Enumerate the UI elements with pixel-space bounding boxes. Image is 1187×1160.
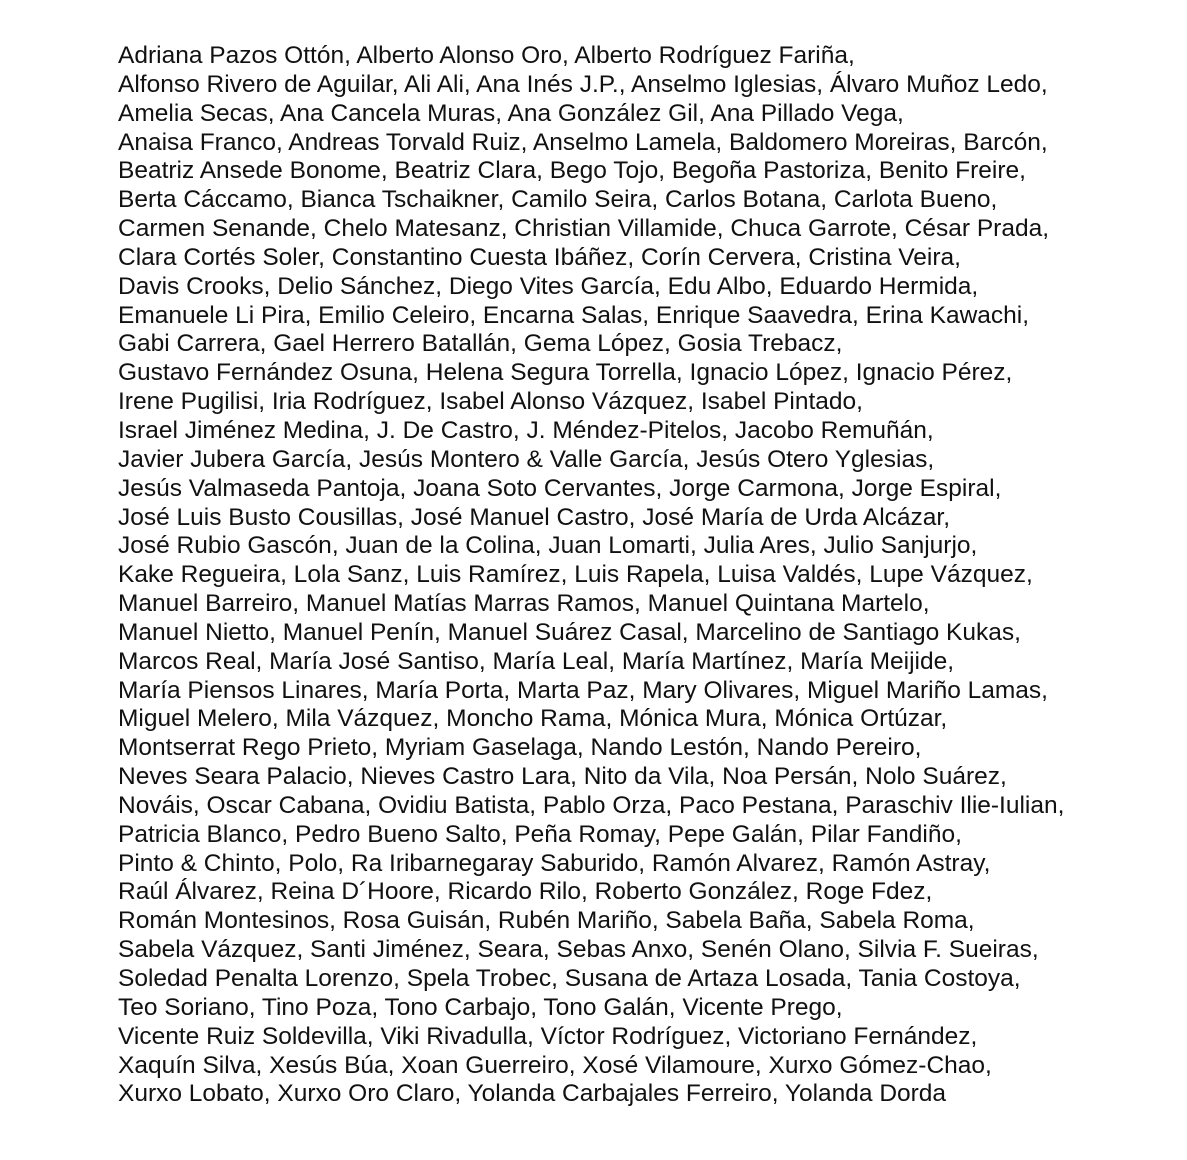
names-line: Manuel Barreiro, Manuel Matías Marras Ramos, Manuel Quintana Martelo, bbox=[118, 590, 930, 618]
names-line: Manuel Nietto, Manuel Penín, Manuel Suárez Casal, Marcelino de Santiago Kukas, bbox=[118, 618, 1021, 646]
names-line: Davis Crooks, Delio Sánchez, Diego Vites García, Edu Albo, Eduardo Hermida, bbox=[118, 272, 979, 300]
names-line: Patricia Blanco, Pedro Bueno Salto, Peña Romay, Pepe Galán, Pilar Fandiño, bbox=[118, 820, 962, 848]
names-line: Pinto & Chinto, Polo, Ra Iribarnegaray Saburido, Ramón Alvarez, Ramón Astray, bbox=[118, 849, 991, 877]
names-line: José Rubio Gascón, Juan de la Colina, Juan Lomarti, Julia Ares, Julio Sanjurjo, bbox=[118, 532, 978, 560]
names-line: Jesús Valmaseda Pantoja, Joana Soto Cervantes, Jorge Carmona, Jorge Espiral, bbox=[118, 474, 1002, 502]
names-line: Montserrat Rego Prieto, Myriam Gaselaga, Nando Lestón, Nando Pereiro, bbox=[118, 734, 922, 762]
names-line: María Piensos Linares, María Porta, Marta Paz, Mary Olivares, Miguel Mariño Lamas, bbox=[118, 676, 1048, 704]
names-line: Xaquín Silva, Xesús Búa, Xoan Guerreiro, Xosé Vilamoure, Xurxo Gómez-Chao, bbox=[118, 1051, 992, 1079]
names-line: Amelia Secas, Ana Cancela Muras, Ana González Gil, Ana Pillado Vega, bbox=[118, 99, 904, 127]
names-line: Vicente Ruiz Soldevilla, Viki Rivadulla, Víctor Rodríguez, Victoriano Fernández, bbox=[118, 1022, 978, 1050]
names-line: José Luis Busto Cousillas, José Manuel Castro, José María de Urda Alcázar, bbox=[118, 503, 951, 531]
names-list bbox=[118, 42, 1158, 1109]
names-line: Gustavo Fernández Osuna, Helena Segura Torrella, Ignacio López, Ignacio Pérez, bbox=[118, 359, 1013, 387]
names-line: Neves Seara Palacio, Nieves Castro Lara, Nito da Vila, Noa Persán, Nolo Suárez, bbox=[118, 763, 1007, 791]
names-line: Berta Cáccamo, Bianca Tschaikner, Camilo Seira, Carlos Botana, Carlota Bueno, bbox=[118, 186, 998, 214]
names-line: Raúl Álvarez, Reina D´Hoore, Ricardo Rilo, Roberto González, Roge Fdez, bbox=[118, 878, 933, 906]
names-line: Javier Jubera García, Jesús Montero & Valle García, Jesús Otero Yglesias, bbox=[118, 445, 935, 473]
names-line: Román Montesinos, Rosa Guisán, Rubén Mariño, Sabela Baña, Sabela Roma, bbox=[118, 907, 975, 935]
names-line: Sabela Vázquez, Santi Jiménez, Seara, Sebas Anxo, Senén Olano, Silvia F. Sueiras, bbox=[118, 936, 1039, 964]
names-line: Clara Cortés Soler, Constantino Cuesta Ibáñez, Corín Cervera, Cristina Veira, bbox=[118, 243, 961, 271]
names-line: Teo Soriano, Tino Poza, Tono Carbajo, Tono Galán, Vicente Prego, bbox=[118, 993, 843, 1021]
names-line: Kake Regueira, Lola Sanz, Luis Ramírez, Luis Rapela, Luisa Valdés, Lupe Vázquez, bbox=[118, 561, 1033, 589]
names-line: Xurxo Lobato, Xurxo Oro Claro, Yolanda Carbajales Ferreiro, Yolanda Dorda bbox=[118, 1080, 947, 1108]
names-line: Nováis, Oscar Cabana, Ovidiu Batista, Pablo Orza, Paco Pestana, Paraschiv Ilie-Iulian, bbox=[118, 791, 1065, 819]
names-line: Anaisa Franco, Andreas Torvald Ruiz, Anselmo Lamela, Baldomero Moreiras, Barcón, bbox=[118, 128, 1048, 156]
names-line: Adriana Pazos Ottón, Alberto Alonso Oro, Alberto Rodríguez Fariña, bbox=[118, 42, 855, 69]
names-line: Emanuele Li Pira, Emilio Celeiro, Encarna Salas, Enrique Saavedra, Erina Kawachi, bbox=[118, 301, 1030, 329]
names-line: Alfonso Rivero de Aguilar, Ali Ali, Ana Inés J.P., Anselmo Iglesias, Álvaro Muñoz Ledo, bbox=[118, 70, 1048, 98]
names-line: Miguel Melero, Mila Vázquez, Moncho Rama, Mónica Mura, Mónica Ortúzar, bbox=[118, 705, 948, 733]
names-line: Soledad Penalta Lorenzo, Spela Trobec, Susana de Artaza Losada, Tania Costoya, bbox=[118, 965, 1021, 992]
names-line: Gabi Carrera, Gael Herrero Batallán, Gema López, Gosia Trebacz, bbox=[118, 330, 843, 358]
names-line: Carmen Senande, Chelo Matesanz, Christian Villamide, Chuca Garrote, César Prada, bbox=[118, 215, 1049, 243]
names-line: Marcos Real, María José Santiso, María Leal, María Martínez, María Meijide, bbox=[118, 647, 955, 675]
names-line: Beatriz Ansede Bonome, Beatriz Clara, Bego Tojo, Begoña Pastoriza, Benito Freire, bbox=[118, 157, 1026, 185]
names-line: Irene Pugilisi, Iria Rodríguez, Isabel Alonso Vázquez, Isabel Pintado, bbox=[118, 388, 863, 416]
names-line: Israel Jiménez Medina, J. De Castro, J. Méndez-Pitelos, Jacobo Remuñán, bbox=[118, 416, 934, 444]
